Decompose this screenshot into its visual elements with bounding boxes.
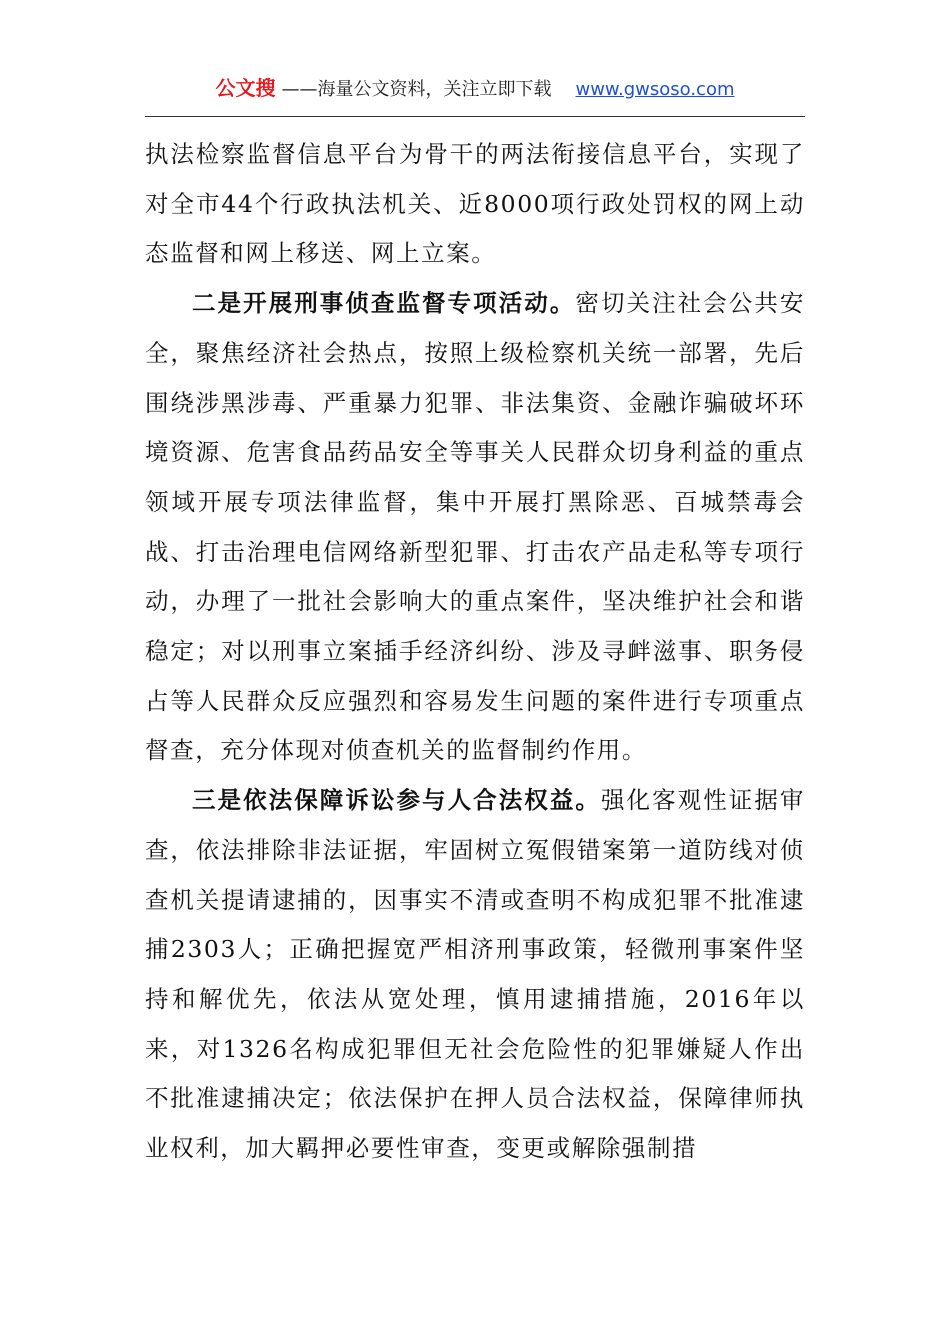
paragraph-continuation <box>145 130 805 279</box>
paragraph-rights-protection <box>145 776 805 1174</box>
paragraph-lead: 三是依法保障诉讼参与人合法权益。 <box>192 786 601 815</box>
header-tagline: ——海量公文资料，关注立即下载 <box>281 79 552 100</box>
paragraph-text: 执法检察监督信息平台为骨干的两法衔接信息平台，实现了对全市44个行政执法机关、近8000项行政处罚权的网上动态监督和网上移送、网上立案。 <box>145 140 805 268</box>
paragraph-text: 强化客观性证据审查，依法排除非法证据，牢固树立冤假错案第一道防线对侦查机关提请逮捕的，因事实不清或查明不构成犯罪不批准逮捕2303人；正确把握宽严相济刑事政策，轻微刑事案件坚持和解优先，依法从宽处理，慎用逮捕措施，2016年以来，对1326名构成犯罪但无社会危险性的犯罪嫌疑人作出不批准逮捕决定；依法保护在押人员合法权益，保障律师执业权利，加大羁押必要性审查，变更或解除强制措 <box>145 786 805 1163</box>
brand-logo-text: 公文搜 <box>215 76 276 100</box>
paragraph-text: 密切关注社会公共安全，聚焦经济社会热点，按照上级检察机关统一部署，先后围绕涉黑涉毒、严重暴力犯罪、非法集资、金融诈骗破坏环境资源、危害食品药品安全等事关人民群众切身利益的重点领域开展专项法律监督，集中开展打黑除恶、百城禁毒会战、打击治理电信网络新型犯罪、打击农产品走私等专项行动，办理了一批社会影响大的重点案件，坚决维护社会和谐稳定；对以刑事立案插手经济纠纷、涉及寻衅滋事、职务侵占等人民群众反应强烈和容易发生问题的案件进行专项重点督查，充分体现对侦查机关的监督制约作用。 <box>145 289 806 765</box>
paragraph-investigation-supervision <box>145 279 805 776</box>
site-link[interactable]: www.gwsoso.com <box>575 79 735 100</box>
header-divider <box>145 116 805 117</box>
page-header <box>145 70 805 106</box>
document-body <box>145 130 805 1174</box>
paragraph-lead: 二是开展刑事侦查监督专项活动。 <box>192 289 576 318</box>
